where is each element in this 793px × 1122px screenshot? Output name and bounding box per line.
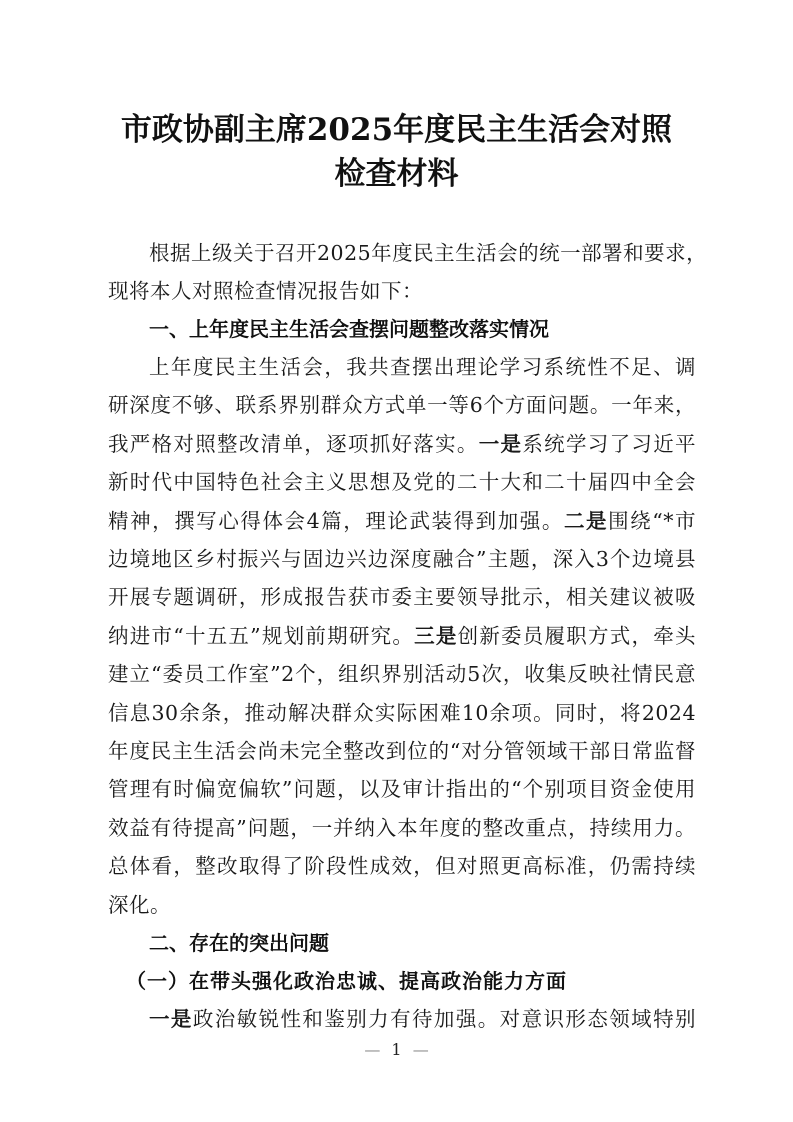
text-run: 边境地区乡村振兴与固边兴边深度融合”主题，深入3个边境县 xyxy=(108,547,696,571)
section-2-heading: 二、存在的突出问题 xyxy=(149,931,329,955)
text-run: 深化。 xyxy=(108,892,171,917)
section-1-line xyxy=(149,354,696,380)
intro-line-1: 根据上级关于召开2025年度民主生活会的统一部署和要求， xyxy=(149,241,708,265)
text-run: 政治敏锐性和鉴别力有待加强。对意识形态领域特别 xyxy=(192,1007,697,1031)
text-run: 上年度民主生活会，我共查摆出理论学习系统性不足、调 xyxy=(149,355,696,379)
document-title-line-2: 检查材料 xyxy=(334,156,459,192)
text-run: 纳进市“十五五”规划前期研究。 xyxy=(108,623,415,648)
page-footer xyxy=(0,1040,793,1059)
text-run: 总体看，整改取得了阶段性成效，但对照更高标准，仍需持续 xyxy=(108,854,696,879)
document-title-line-1: 市政协副主席2025年度民主生活会对照 xyxy=(120,112,673,148)
section-1-line xyxy=(108,700,696,726)
emphasis-marker: 一是 xyxy=(478,431,523,456)
text-run: 我严格对照整改清单，逐项抓好落实。 xyxy=(108,431,479,456)
emphasis-marker: 一是 xyxy=(149,1007,193,1031)
text-run: 效益有待提高”问题，一并纳入本年度的整改重点，持续用力。 xyxy=(108,815,696,840)
section-1-line xyxy=(108,815,696,841)
section-1-line xyxy=(108,392,696,418)
section-1-line xyxy=(108,623,696,649)
page-dash-right: — xyxy=(412,1040,429,1059)
text-run: 研深度不够、联系界别群众方式单一等6个方面问题。一年来， xyxy=(108,393,696,418)
subsection-1-line-1 xyxy=(149,1006,696,1032)
text-run: 创新委员履职方式，牵头 xyxy=(457,623,696,648)
section-1-heading: 一、上年度民主生活会查摆问题整改落实情况 xyxy=(149,317,549,341)
page-number: 1 xyxy=(391,1040,402,1059)
section-1-line xyxy=(108,738,696,764)
text-run: 开展专题调研，形成报告获市委主要领导批示，相关建议被吸 xyxy=(108,585,696,610)
section-1-line xyxy=(108,661,696,687)
text-run: 年度民主生活会尚未完全整改到位的“对分管领域干部日常监督 xyxy=(108,739,696,763)
section-1-line xyxy=(108,508,696,534)
text-run: 建立“委员工作室”2个，组织界别活动5次，收集反映社情民意 xyxy=(108,662,696,687)
section-1-line xyxy=(108,469,696,495)
section-1-line xyxy=(108,584,696,610)
text-run: 精神，撰写心得体会4篇，理论武装得到加强。 xyxy=(108,508,564,533)
text-run: 围绕“*市 xyxy=(608,508,697,533)
section-1-line xyxy=(108,431,696,457)
section-1-line xyxy=(108,546,696,572)
text-run: 管理有时偏宽偏软”问题，以及审计指出的“个别项目资金使用 xyxy=(108,777,696,802)
intro-line-2: 现将本人对照检查情况报告如下： xyxy=(108,279,423,303)
text-run: 信息30余条，推动解决群众实际困难10余项。同时，将2024 xyxy=(108,700,696,725)
text-run: 新时代中国特色社会主义思想及党的二十大和二十届四中全会 xyxy=(108,470,696,495)
text-run: 系统学习了习近平 xyxy=(522,431,697,456)
subsection-1-heading: （一）在带头强化政治忠诚、提高政治能力方面 xyxy=(126,969,567,993)
section-1-line xyxy=(108,776,696,802)
emphasis-marker: 三是 xyxy=(414,623,458,648)
section-1-line xyxy=(108,853,696,879)
page-dash-left: — xyxy=(364,1040,381,1059)
section-1-line xyxy=(108,892,696,918)
emphasis-marker: 二是 xyxy=(563,508,609,533)
